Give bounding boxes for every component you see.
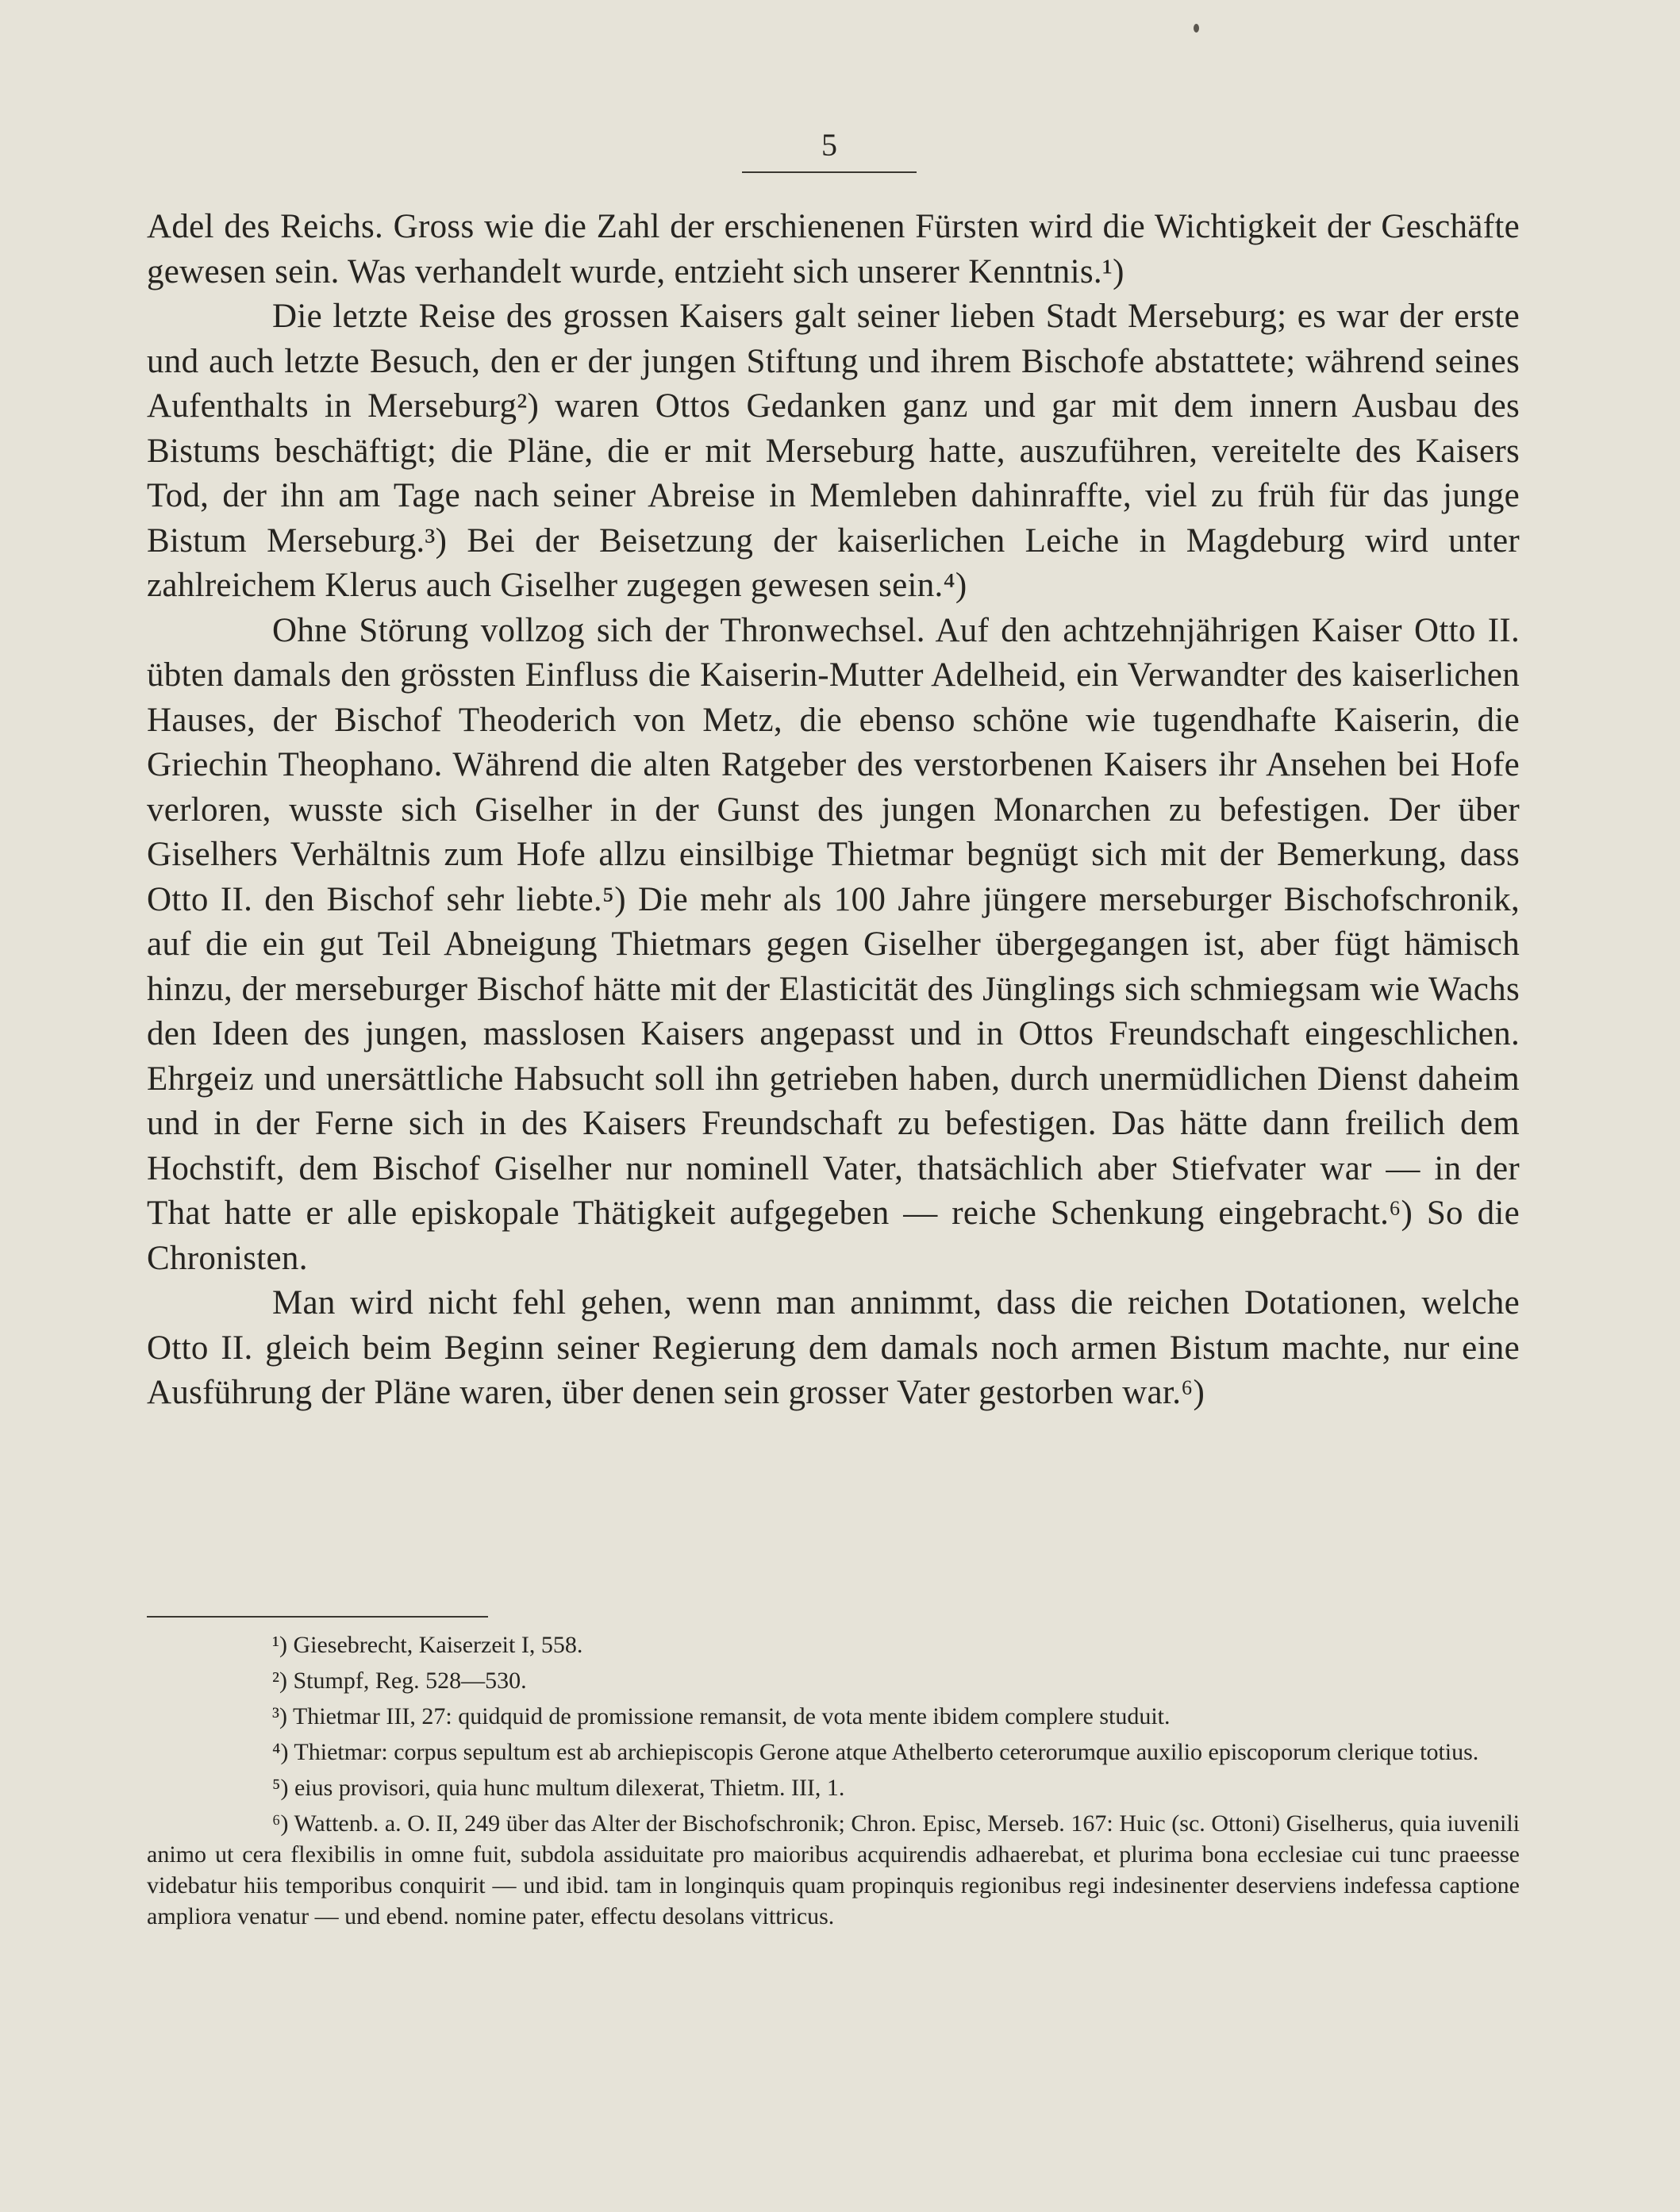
main-text: [147, 205, 1520, 1416]
footnote-3: ³) Thietmar III, 27: quidquid de promissione remansit, de vota mente ibidem complere studuit.: [272, 1703, 1171, 1729]
footnotes: [147, 1629, 1520, 1937]
paragraph-2: Die letzte Reise des grossen Kaisers galt seiner lieben Stadt Merseburg; es war der erste und auch letzte Besuch, den er der jungen Stiftung und ihrem Bischofe abstattete; während seines Aufenthalts in Merseburg²) waren Ottos Gedanken ganz und gar mit dem innern Ausbau des Bistums beschäftigt; die Pläne, die er mit Merseburg hatte, auszuführen, vereitelte des Kaisers Tod, der ihn am Tage nach seiner Abreise in Memleben dahinraffte, viel zu früh für das junge Bistum Merseburg.³) Bei der Beisetzung der kaiserlichen Leiche in Magdeburg wird unter zahlreichem Klerus auch Giselher zugegen gewesen sein.⁴): [147, 298, 1520, 604]
paragraph-1: Adel des Reichs. Gross wie die Zahl der erschienenen Fürsten wird die Wichtigkeit der Geschäfte gewesen sein. Was verhandelt wurde, entzieht sich unserer Kenntnis.¹): [147, 208, 1520, 290]
page-number: 5: [821, 127, 837, 163]
footnote-2: ²) Stumpf, Reg. 528—530.: [272, 1668, 527, 1694]
footnote-separator: [147, 1616, 488, 1618]
paragraph-4: Man wird nicht fehl gehen, wenn man annimmt, dass die reichen Dotationen, welche Otto II. gleich beim Beginn seiner Regierung dem damals noch armen Bistum machte, nur eine Ausführung der Pläne waren, über denen sein grosser Vater gestorben war.⁶): [147, 1284, 1520, 1411]
footnote-5: ⁵) eius provisori, quia hunc multum dilexerat, Thietm. III, 1.: [272, 1775, 845, 1801]
footnote-6: ⁶) Wattenb. a. O. II, 249 über das Alter der Bischofschronik; Chron. Episc, Merseb. 167: Huic (sc. Ottoni) Giselherus, quia iuvenili animo ut cera flexibilis in omne fuit, subdola assiduitate pro maioribus acquirendis adhaerebat, et plurima bona ecclesiae cui tunc praeesse videbatur hiis temporibus conquirit — und ibid. tam in longinquis quam propinquis regionibus regi indesinenter deserviens indefessa captione ampliora venatur — und ebend. nomine pater, effectu desolans vittricus.: [147, 1810, 1520, 1929]
footnote-4: ⁴) Thietmar: corpus sepultum est ab archiepiscopis Gerone atque Athelberto ceterorumque auxilio episcoporum clerique totius.: [272, 1739, 1479, 1765]
page-number-rule: [742, 171, 917, 173]
ink-speck: [1194, 24, 1199, 33]
paragraph-3: Ohne Störung vollzog sich der Thronwechsel. Auf den achtzehnjährigen Kaiser Otto II. übten damals den grössten Einfluss die Kaiserin-Mutter Adelheid, ein Verwandter des kaiserlichen Hauses, der Bischof Theoderich von Metz, die ebenso schöne wie tugendhafte Kaiserin, die Griechin Theophano. Während die alten Ratgeber des verstorbenen Kaisers ihr Ansehen bei Hofe verloren, wusste sich Giselher in der Gunst des jungen Monarchen zu befestigen. Der über Giselhers Verhältnis zum Hofe allzu einsilbige Thietmar begnügt sich mit der Bemerkung, dass Otto II. den Bischof sehr liebte.⁵) Die mehr als 100 Jahre jüngere merseburger Bischofschronik, auf die ein gut Teil Abneigung Thietmars gegen Giselher übergegangen ist, aber fügt hämisch hinzu, der merseburger Bischof hätte mit der Elasticität des Jünglings sich schmiegsam wie Wachs den Ideen des jungen, masslosen Kaisers angepasst und in Ottos Freundschaft eingeschlichen. Ehrgeiz und unersättliche Habsucht soll ihn getrieben haben, durch unermüdlichen Dienst daheim und in der Ferne sich in des Kaisers Freundschaft zu befestigen. Das hätte dann freilich dem Hochstift, dem Bischof Giselher nur nominell Vater, thatsächlich aber Stiefvater war — in der That hatte er alle episkopale Thätigkeit aufgegeben — reiche Schenkung eingebracht.⁶) So die Chronisten.: [147, 611, 1520, 1277]
footnote-1: ¹) Giesebrecht, Kaiserzeit I, 558.: [272, 1632, 583, 1658]
